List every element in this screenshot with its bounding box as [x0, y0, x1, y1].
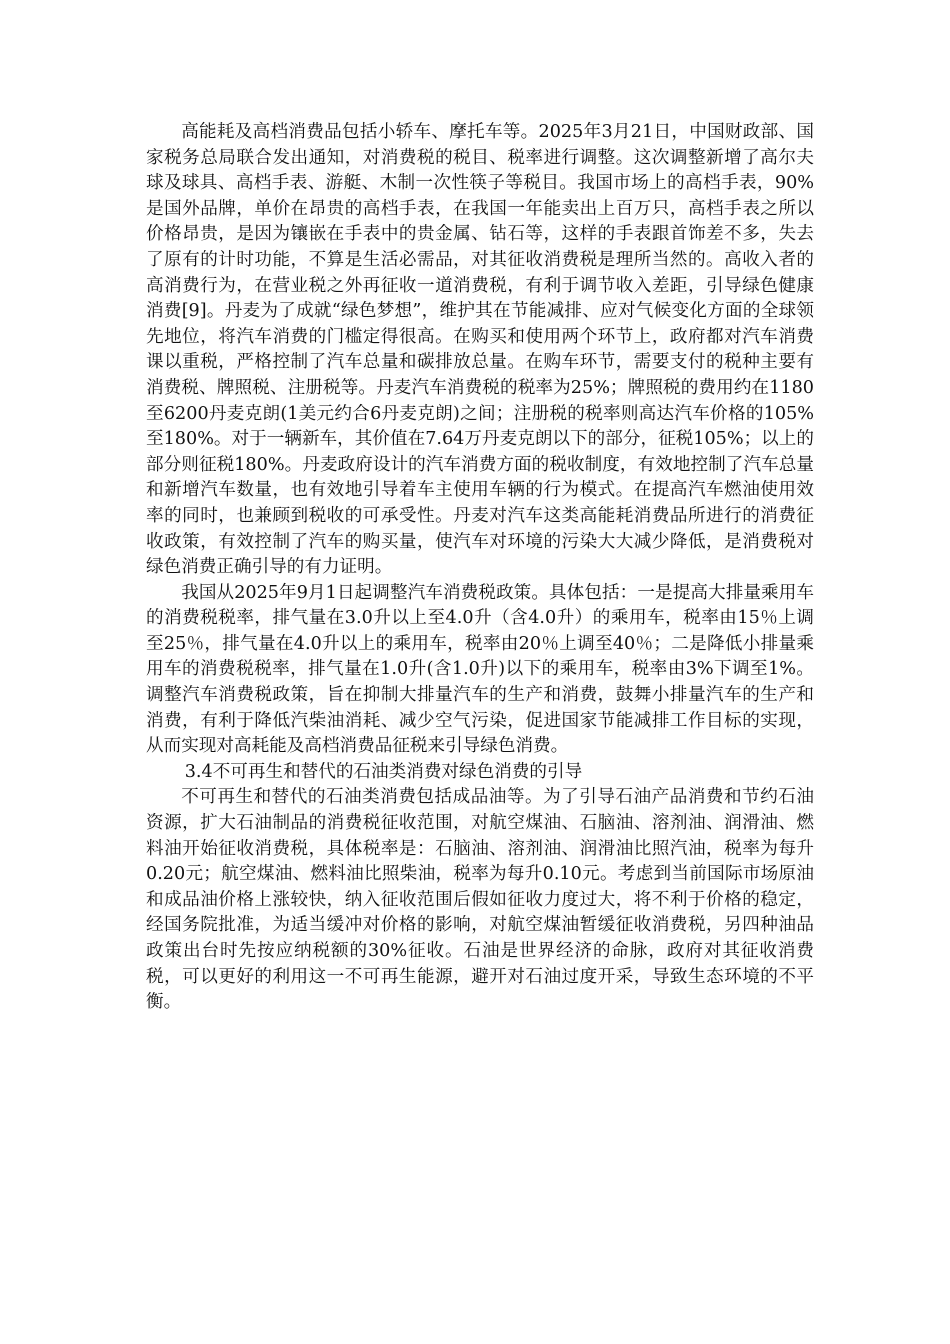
paragraph-luxury-goods-tax: 高能耗及高档消费品包括小轿车、摩托车等。2025年3月21日，中国财政部、国家税务总局联合发出通知，对消费税的税目、税率进行调整。这次调整新增了高尔夫球及球具、高档手表、游艇、木制一次性筷子等税目。我国市场上的高档手表，90%是国外品牌，单价在昂贵的高档手表，在我国一年能卖出上百万只，高档手表之所以价格昂贵，是因为镶嵌在手表中的贵金属、钻石等，这样的手表跟首饰差不多，失去了原有的计时功能，不算是生活必需品，对其征收消费税是理所当然的。高收入者的高消费行为，在营业税之外再征收一道消费税，有利于调节收入差距，引导绿色健康消费[9]。丹麦为了成就“绿色梦想”，维护其在节能减排、应对气候变化方面的全球领先地位，将汽车消费的门槛定得很高。在购买和使用两个环节上，政府都对汽车消费课以重税，严格控制了汽车总量和碳排放总量。在购车环节，需要支付的税种主要有消费税、牌照税、注册税等。丹麦汽车消费税的税率为25%；牌照税的费用约在1180至6200丹麦克朗(1美元约合6丹麦克朗)之间；注册税的税率则高达汽车价格的105%至180%。对于一辆新车，其价值在7.64万丹麦克朗以下的部分，征税105%；以上的部分则征税180%。丹麦政府设计的汽车消费方面的税收制度，有效地控制了汽车总量和新增汽车数量，也有效地引导着车主使用车辆的行为模式。在提高汽车燃油使用效率的同时，也兼顾到税收的可承受性。丹麦对汽车这类高能耗消费品所进行的消费征收政策，有效控制了汽车的购买量，使汽车对环境的污染大大减少降低，是消费税对绿色消费正确引导的有力证明。: [146, 122, 814, 578]
paragraph-petroleum-tax: 不可再生和替代的石油类消费包括成品油等。为了引导石油产品消费和节约石油资源，扩大石油制品的消费税征收范围，对航空煤油、石脑油、溶剂油、润滑油、燃料油开始征收消费税，具体税率是：石脑油、溶剂油、润滑油比照汽油，税率为每升0.20元；航空煤油、燃料油比照柴油，税率为每升0.10元。考虑到当前国际市场原油和成品油价格上涨较快，纳入征收范围后假如征收力度过大，将不利于价格的稳定，经国务院批准，为适当缓冲对价格的影响，对航空煤油暂缓征收消费税，另四种油品政策出台时先按应纳税额的30%征收。石油是世界经济的命脉，政府对其征收消费税，可以更好的利用这一不可再生能源，避开对石油过度开采，导致生态环境的不平衡。: [146, 787, 814, 1013]
section-heading-3-4: 3.4不可再生和替代的石油类消费对绿色消费的引导: [184, 761, 583, 782]
paragraph-vehicle-tax-policy: 我国从2025年9月1日起调整汽车消费税政策。具体包括：一是提高大排量乘用车的消费税税率，排气量在3.0升以上至4.0升（含4.0升）的乘用车，税率由15％上调至25％，排气量在4.0升以上的乘用车，税率由20％上调至40％；二是降低小排量乘用车的消费税税率，排气量在1.0升(含1.0升)以下的乘用车，税率由3%下调至1%。调整汽车消费税政策，旨在抑制大排量汽车的生产和消费，鼓舞小排量汽车的生产和消费，有利于降低汽柴油消耗、减少空气污染，促进国家节能减排工作目标的实现，从而实现对高耗能及高档消费品征税来引导绿色消费。: [146, 582, 814, 757]
document-page: [146, 120, 814, 1016]
